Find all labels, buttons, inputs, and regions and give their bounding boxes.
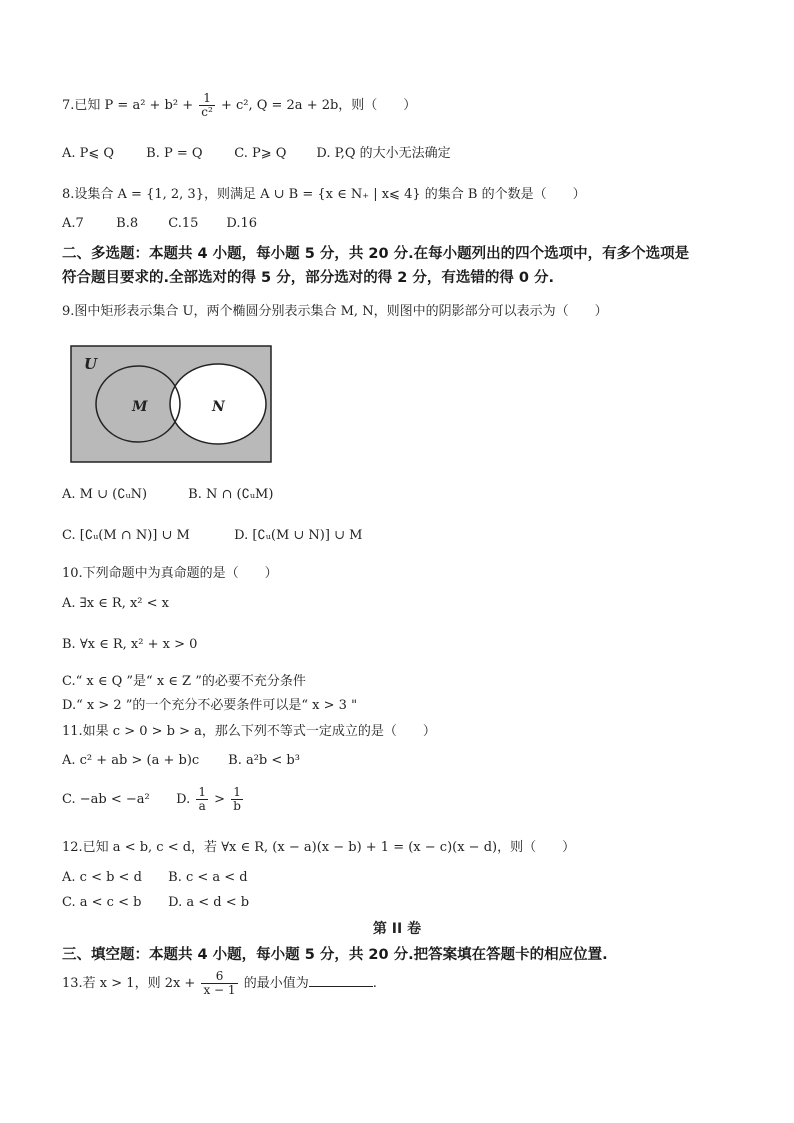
q7-option-c: C. P⩾ Q [234,146,287,161]
q11-option-d: D. $\frac{1}{a}$ > $\frac{1}{b}$ [176,785,241,813]
q12-option-d: D. a < d < b [168,895,250,910]
q13-fraction: $\frac{6}{x - 1}$ [203,969,236,997]
venn-label-m: M [132,399,148,415]
q9-option-d: D. [∁ᵤ(M ∪ N)] ∪ M [234,528,363,543]
section2-line1: 二、多选题：本题共 4 小题，每小题 5 分，共 20 分.在每小题列出的四个选项中，有多个选项是 [62,246,690,262]
q12-stem: 12.已知 a < b, c < d，若 ∀x ∈ R, (x − a)(x − b) + 1 = (x − c)(x − d)，则（ ） [62,840,576,855]
q8-option-c: C.15 [168,216,199,231]
q7-options [62,142,451,161]
q12-option-a: A. c < b < d [62,870,142,885]
section2-line2: 符合题目要求的.全部选对的得 5 分，部分选对的得 2 分，有选错的得 0 分. [62,270,555,286]
q10-stem: 10.下列命题中为真命题的是（ ） [62,566,278,581]
q9-option-a: A. M ∪ (∁ᵤN) [62,487,148,502]
q11-options-row1 [62,753,300,768]
q7-option-d: D. P,Q 的大小无法确定 [316,146,451,161]
q10-option-d: D.“ x > 2 ”的一个充分不必要条件可以是“ x > 3 " [62,698,358,713]
q10-option-b: B. ∀x ∈ R, x² + x > 0 [62,637,198,652]
q11-stem: 11.如果 c > 0 > b > a，那么下列不等式一定成立的是（ ） [62,724,436,739]
q8-options [62,216,257,231]
q11-options-row2 [62,786,245,813]
q10-option-c: C.“ x ∈ Q ”是“ x ∈ Z ”的必要不充分条件 [62,674,306,689]
q11-option-c: C. −ab < −a² [62,792,150,807]
q7-fraction: $\frac{1}{\text{c²}}$ [201,91,213,119]
q8-option-a: A.7 [62,216,84,231]
q8-stem: 8.设集合 A = {1, 2, 3}，则满足 A ∪ B = {x ∈ N₊ | x⩽ 4} 的集合 B 的个数是（ ） [62,187,586,202]
q7-option-b: B. P = Q [146,146,203,161]
q9-options-row1 [62,487,273,502]
q9-options-row2 [62,528,362,543]
venn-diagram [70,345,272,463]
q7-stem: 7.已知 P = a² + b² + $\frac{1}{\text{c²}}$ + c², Q = 2a + 2b，则（ ） [62,91,417,119]
section3-heading: 三、填空题：本题共 4 小题，每小题 5 分，共 20 分.把答案填在答题卡的相应位置. [62,947,608,963]
q11-option-b: B. a²b < b³ [228,753,300,768]
q12-option-c: C. a < c < b [62,895,142,910]
q12-options-row2 [62,895,249,910]
q9-stem: 9.图中矩形表示集合 U，两个椭圆分别表示集合 M, N，则图中的阴影部分可以表示为（ ） [62,304,608,319]
q12-option-b: B. c < a < d [168,870,248,885]
q9-option-c: C. [∁ᵤ(M ∩ N)] ∪ M [62,528,190,543]
venn-label-n: N [212,399,225,415]
q9-option-b: B. N ∩ (∁ᵤM) [188,487,274,502]
q8-option-d: D.16 [226,216,258,231]
q7-option-a: A. P⩽ Q [62,146,115,161]
q13-answer-blank [309,974,373,987]
q11-option-a: A. c² + ab > (a + b)c [62,753,200,768]
venn-label-u: U [84,355,98,373]
q8-option-b: B.8 [116,216,139,231]
q13-stem: 13.若 x > 1，则 2x + $\frac{6}{x - 1}$ 的最小值为 . [62,969,377,997]
q12-options-row1 [62,870,248,885]
part2-title: 第 II 卷 [372,921,422,937]
q10-option-a: A. ∃x ∈ R, x² < x [62,596,170,611]
